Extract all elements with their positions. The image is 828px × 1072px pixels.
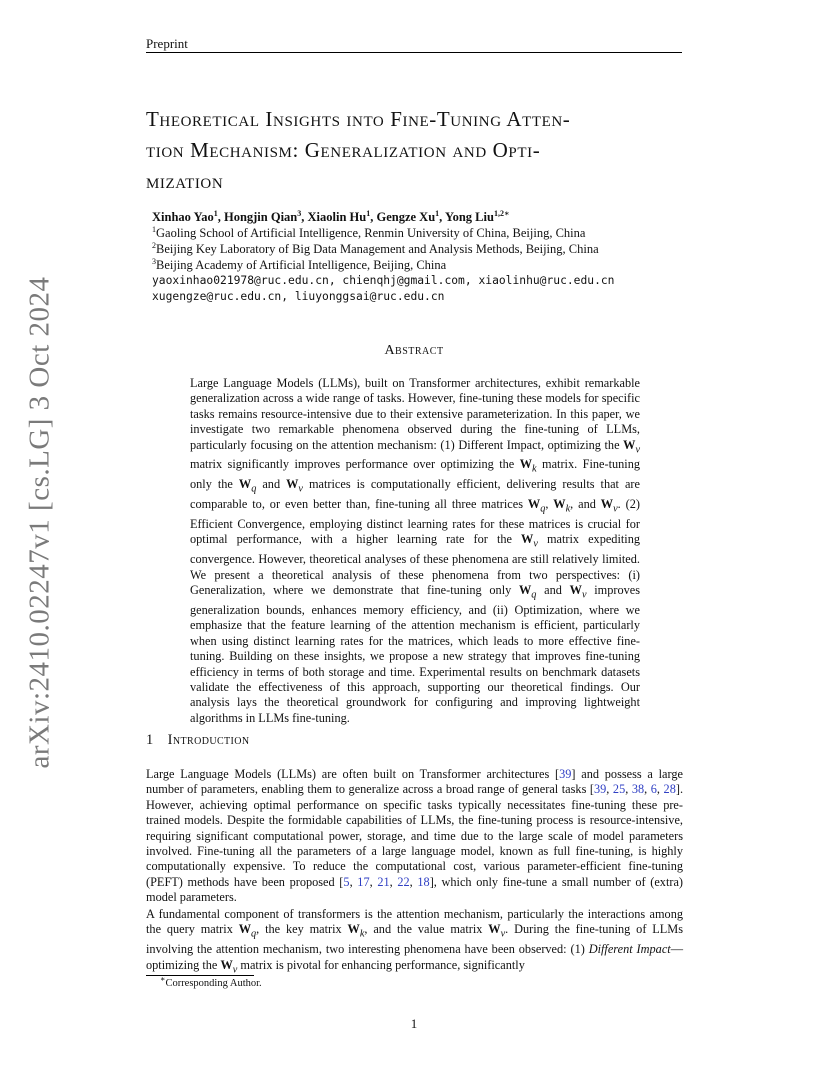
- math-w: W: [623, 437, 636, 452]
- math-sub: v: [635, 444, 640, 456]
- math-w: W: [286, 477, 299, 492]
- affil-mark: 1: [152, 224, 156, 234]
- affiliation-3: [152, 257, 712, 273]
- abstract-text: , and: [570, 497, 601, 512]
- title-line-3: mization: [146, 169, 224, 193]
- math-sub: v: [581, 589, 587, 601]
- page-number: 1: [410, 1016, 418, 1031]
- citation-link[interactable]: 38: [631, 782, 645, 797]
- citation-link[interactable]: 22: [397, 874, 410, 889]
- math-w: W: [238, 922, 252, 937]
- citation-link[interactable]: 17: [357, 874, 370, 889]
- body-text: ]. However, achieving optimal performance on specific tasks typically necessitates fine-tuning these pre-trained models. Despite the formidable capabilities of LLMs, the fine-tuning process is resource-intensive, requiring significant computational power, storage, and time due to the large scale of model parameters involved. Fine-tuning all the parameters of a large language model, known as full fine-tuning, is highly computationally expensive. To reduce the computational cost, various parameter-efficient fine-tuning (PEFT) methods have been proposed [: [146, 782, 684, 889]
- math-sub: v: [232, 964, 238, 976]
- math-w: W: [519, 457, 532, 472]
- math-w: W: [527, 497, 541, 512]
- affiliation-text: Gaoling School of Artificial Intelligence, Renmin University of China, Beijing, China: [156, 226, 586, 240]
- abstract-text: and: [256, 477, 287, 492]
- author-names: Xinhao Yao$^1$, Hongjin Qian$^3$, Xiaolin Hu$^1$, Gengze Xu$^1$, Yong Liu$^{1,2∗}$: [152, 208, 510, 224]
- abstract-text: matrix significantly improves performance over optimizing the: [190, 457, 520, 472]
- abstract-text: . (2) Efficient Convergence, employing distinct learning rates for these matrices is crucial for optimal performance, with a higher learning rate for the: [190, 497, 640, 547]
- math-w: W: [238, 477, 252, 492]
- section-heading: [146, 732, 250, 749]
- affiliation-text: Beijing Key Laboratory of Big Data Management and Analysis Methods, Beijing, China: [156, 242, 599, 256]
- author: Xinhao Yao: [152, 210, 214, 224]
- citation-link[interactable]: 28: [663, 782, 676, 797]
- body-text: ,: [409, 874, 418, 889]
- math-w: W: [220, 957, 233, 972]
- body-text: ,: [644, 782, 651, 797]
- math-sub: k: [565, 503, 571, 515]
- body-text: ,: [389, 874, 398, 889]
- body-text: , the key matrix: [256, 922, 348, 937]
- arxiv-stamp: [20, 276, 60, 769]
- citation-link[interactable]: 21: [377, 874, 390, 889]
- affil-mark: 3: [152, 256, 156, 266]
- body-text: ,: [625, 782, 632, 797]
- author: Gengze Xu: [376, 210, 436, 224]
- body-text: Large Language Models (LLMs) are often built on Transformer architectures [: [146, 767, 560, 781]
- math-sub: q: [251, 483, 257, 495]
- math-sub: q: [251, 928, 257, 940]
- abstract-body: [190, 376, 640, 726]
- math-sub: k: [359, 928, 365, 940]
- section-title: Introduction: [167, 732, 250, 748]
- author: Yong Liu: [444, 210, 494, 224]
- running-header: Preprint: [146, 36, 188, 51]
- title-line-2: tion Mechanism: Generalization and Opti-: [146, 138, 541, 162]
- header-rule: [146, 52, 682, 53]
- affiliation-text: Beijing Academy of Artificial Intelligence, Beijing, China: [156, 258, 447, 272]
- math-w: W: [347, 922, 360, 937]
- math-w: W: [519, 583, 532, 598]
- intro-paragraph-1: [146, 767, 683, 906]
- math-w: W: [569, 583, 582, 598]
- abstract-text: matrix. Fine-tuning only the: [190, 457, 640, 492]
- abstract-text: and: [536, 583, 570, 598]
- math-w: W: [600, 497, 614, 512]
- emails-line-1[interactable]: yaoxinhao021978@ruc.edu.cn, chienqhj@gmail.com, xiaolinhu@ruc.edu.cn: [152, 274, 615, 287]
- emails-line-2[interactable]: xugengze@ruc.edu.cn, liuyonggsai@ruc.edu.cn: [152, 290, 445, 303]
- body-text: ,: [349, 874, 358, 889]
- paper-title: [146, 104, 686, 197]
- body-text: matrix is pivotal for enhancing performance, significantly: [237, 957, 525, 972]
- abstract-text: matrix expediting convergence. However, theoretical analyses of these phenomena are still relatively limited. We present a theoretical analysis of these phenomena from two perspectives: (i) Generalization, where we demonstrate that fine-tuning only: [190, 532, 640, 598]
- body-text: A fundamental component of transformers is the attention mechanism, particularly the interactions among the query matrix: [146, 907, 683, 937]
- body-text: . During the fine-tuning of LLMs involving the attention mechanism, two interesting phenomena have been observed: (1): [146, 922, 684, 957]
- intro-paragraph-2: [146, 907, 683, 978]
- math-w: W: [521, 532, 534, 547]
- math-sub: v: [533, 538, 538, 550]
- emphasis-text: Different Impact: [588, 942, 671, 957]
- abstract-text: improves generalization bounds, enhances memory efficiency, and (ii) Optimization, where we emphasize that the feature learning of the attention mechanism is efficient, particularly when using distinct learning rates for the matrices, which leads to more effective fine-tuning. Building on these insights, we propose a new strategy that improves fine-tuning efficiency in terms of both storage and time. Experimental results on benchmark datasets validate the effectiveness of this approach, supporting our theoretical findings. Our analysis lays the theoretical groundwork for configuring and improving lightweight algorithms in LLMs fine-tuning.: [190, 583, 641, 725]
- math-sub: q: [540, 503, 546, 515]
- math-w: W: [553, 497, 566, 512]
- abstract-text: matrices is computationally efficient, delivering results that are comparable to, or even better than, fine-tuning all three matrices: [190, 477, 640, 512]
- affiliation-2: [152, 241, 712, 257]
- math-sub: v: [298, 483, 303, 495]
- affil-mark: 1: [435, 208, 440, 218]
- math-sub: v: [613, 503, 618, 515]
- section-number: 1: [146, 732, 154, 748]
- affil-mark: 2: [152, 240, 156, 250]
- citation-link[interactable]: 5: [343, 874, 350, 889]
- citation-link[interactable]: 18: [417, 874, 430, 889]
- body-text: ,: [656, 782, 664, 797]
- math-sub: k: [532, 463, 537, 475]
- affil-mark: 1,2∗: [493, 208, 510, 218]
- abstract-heading: Abstract: [384, 343, 444, 358]
- footnote-mark: ∗: [160, 974, 166, 984]
- math-w: W: [488, 922, 501, 937]
- author-block: [152, 209, 712, 305]
- citation-link[interactable]: 39: [559, 767, 572, 781]
- body-text: ,: [606, 782, 613, 797]
- citation-link[interactable]: 39: [594, 782, 607, 797]
- footnote-text: Corresponding Author.: [165, 978, 262, 989]
- abstract-text: Large Language Models (LLMs), built on Transformer architectures, exhibit remarkable generalization across a wide range of tasks. However, fine-tuning these models for specific tasks remains resource-intensive due to their extensive parameterization. In this paper, we investigate two remarkable phenomena observed during the fine-tuning of LLMs, particularly focusing on the attention mechanism: (1) Different Impact, optimizing the: [190, 376, 640, 452]
- affil-mark: 1: [366, 208, 371, 218]
- affil-mark: 1: [213, 208, 218, 218]
- affiliation-1: [152, 225, 712, 241]
- body-text: —optimizing the: [146, 942, 683, 972]
- citation-link[interactable]: 25: [612, 782, 626, 797]
- abstract-text: ,: [545, 497, 554, 512]
- body-text: ], which only fine-tune a small number of (extra) model parameters.: [146, 874, 684, 905]
- body-text: , and the value matrix: [364, 922, 489, 937]
- footnote: [160, 974, 262, 989]
- author: Xiaolin Hu: [307, 210, 367, 224]
- arxiv-stamp-text: arXiv:2410.02247v1 [cs.LG] 3 Oct 2024: [23, 276, 56, 769]
- author: Hongjin Qian: [223, 210, 298, 224]
- math-sub: q: [531, 589, 537, 601]
- body-text: ,: [369, 874, 378, 889]
- body-text: ] and possess a large number of parameters, enabling them to generalize across a broad range of general tasks [: [146, 767, 683, 797]
- math-sub: v: [500, 928, 506, 940]
- affil-mark: 3: [297, 208, 302, 218]
- title-line-1: Theoretical Insights into Fine-Tuning Atten-: [146, 107, 571, 131]
- citation-link[interactable]: 6: [650, 782, 657, 797]
